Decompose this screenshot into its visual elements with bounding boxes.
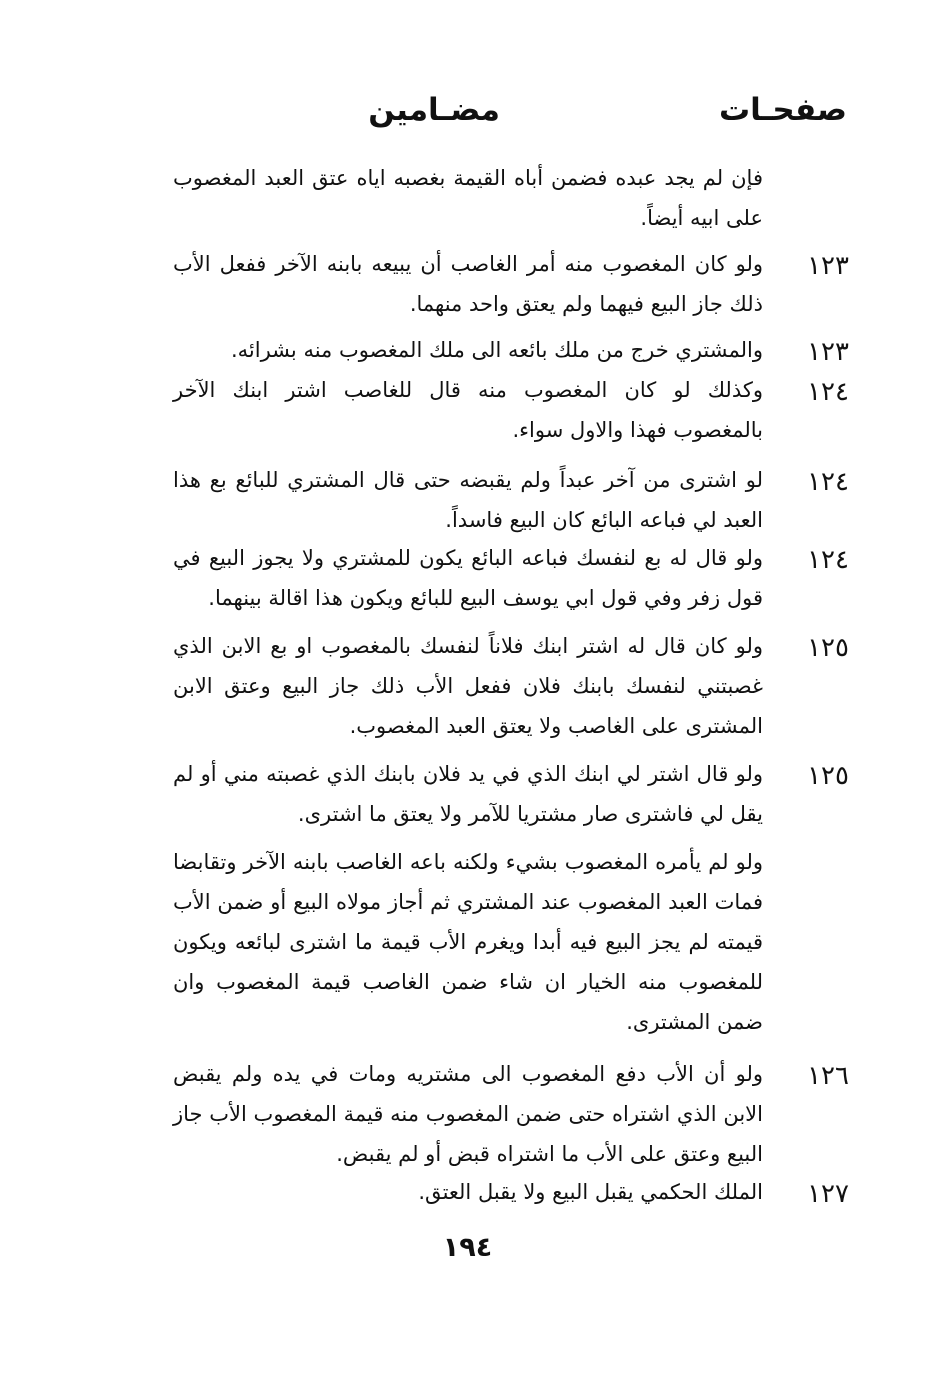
entry-page-number: ١٢٣ (807, 337, 849, 367)
entry-page-number: ١٢٥ (807, 633, 849, 663)
entry-page-number: ١٢٤ (807, 467, 849, 497)
entry-page-number: ١٢٤ (807, 377, 849, 407)
entry-text: ولو كان المغصوب منه أمر الغاصب أن يبيعه بابنه الآخر ففعل الأب ذلك جاز البيع فيهما ولم يعتق واحد منهما. (173, 252, 763, 316)
entry-text: فإن لم يجد عبده فضمن أباه القيمة بغصبه اياه عتق العبد المغصوب على ابيه أيضاً. (173, 166, 763, 230)
entry-text: الملك الحكمي يقبل البيع ولا يقبل العتق. (418, 1180, 763, 1204)
header-pages-label: صفحـات (719, 92, 847, 128)
entry-text: والمشتري خرج من ملك بائعه الى ملك المغصوب منه بشرائه. (230, 338, 763, 362)
entry-page-number: ١٢٦ (807, 1061, 849, 1091)
entry-text: وكذلك لو كان المغصوب منه قال للغاصب اشتر ابنك الآخر بالمغصوب فهذا والاول سواء. (173, 378, 763, 442)
entry-text: ولو أن الأب دفع المغصوب الى مشتريه ومات في يده ولم يقبض الابن الذي اشتراه حتى ضمن المغصوب منه قيمة المغصوب الأب جاز البيع وعتق على الأب ما اشتراه قبض أو لم يقبض. (173, 1062, 763, 1166)
header-contents-label: مضـامين (368, 92, 500, 128)
page-number: ١٩٤ (442, 1232, 493, 1263)
entry-text: ولو كان قال له اشتر ابنك فلاناً لنفسك بالمغصوب او بع الابن الذي غصبتني لنفسك بابنك فلان ففعل الأب ذلك جاز البيع وعتق الابن المشترى على الغاصب ولا يعتق العبد المغصوب. (173, 634, 763, 738)
entry-text: ولو قال اشتر لي ابنك الذي في يد فلان بابنك الذي غصبته مني أو لم يقل لي فاشترى صار مشتريا للآمر ولا يعتق ما اشترى. (173, 762, 763, 826)
entry-text: لو اشترى من آخر عبداً ولم يقبضه حتى قال المشتري للبائع بع هذا العبد لي فباعه البائع كان البيع فاسداً. (173, 468, 763, 532)
entry-text: ولو لم يأمره المغصوب بشيء ولكنه باعه الغاصب بابنه الآخر وتقابضا فمات العبد المغصوب عند المشتري ثم أجاز مولاه البيع أو ضمن الأب قيمته لم يجز البيع فيه أبدا ويغرم الأب قيمة ما اشترى لبائعه ويكون للمغصوب منه الخيار ان شاء ضمن الغاصب قيمة المغصوب وان ضمن المشترى. (173, 850, 763, 1034)
entry-text: ولو قال له بع لنفسك فباعه البائع يكون للمشتري ولا يجوز البيع في قول زفر وفي قول ابي يوسف البيع للبائع ويكون هذا اقالة بينهما. (173, 546, 763, 610)
entry-page-number: ١٢٥ (807, 761, 849, 791)
entry-page-number: ١٢٣ (807, 251, 849, 281)
entry-page-number: ١٢٤ (807, 545, 849, 575)
entry-page-number: ١٢٧ (807, 1179, 849, 1209)
